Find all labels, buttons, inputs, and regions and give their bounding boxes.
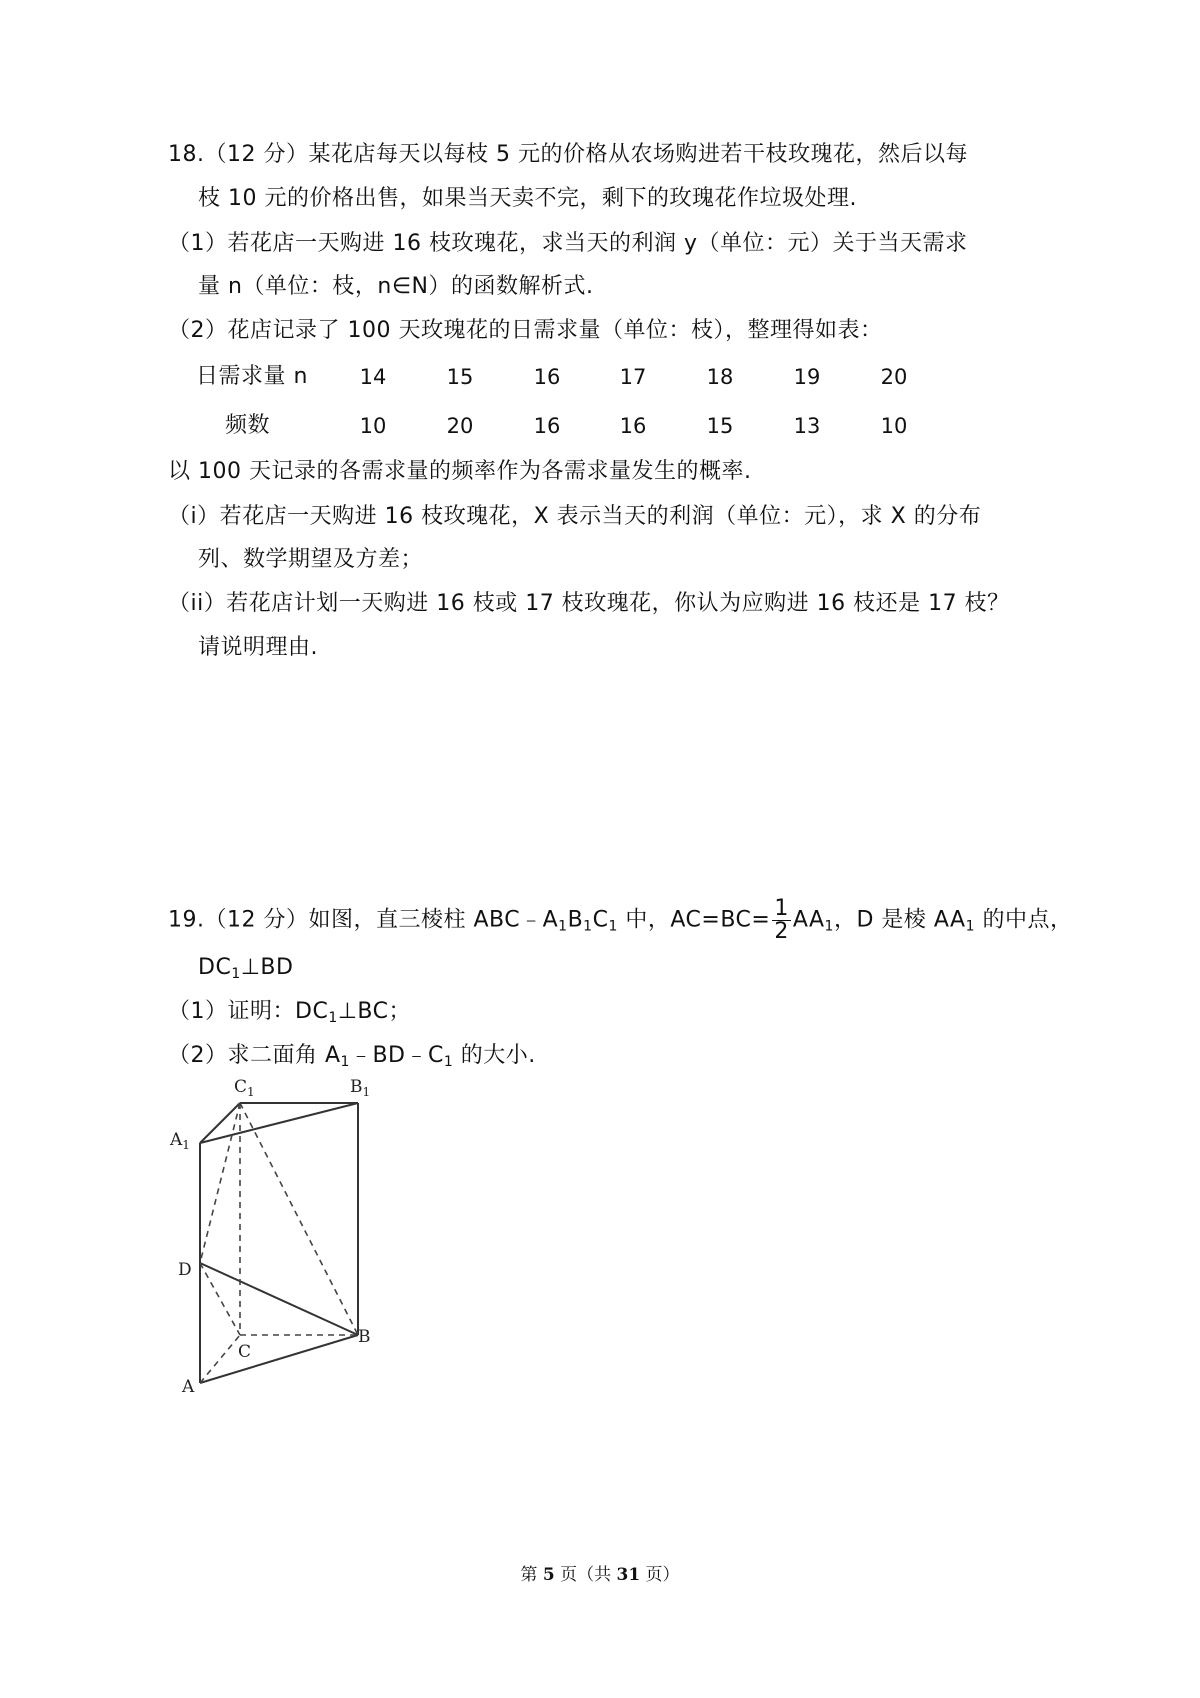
subscript: 1 [328, 1010, 338, 1026]
label-b1: $B_1$ [350, 1077, 371, 1099]
q19-text: B [567, 907, 584, 933]
table-cell: 20 [880, 365, 908, 389]
q19-text: DC [198, 955, 232, 980]
q19-line2 [198, 953, 293, 983]
q19-text: AA [792, 907, 825, 933]
table-row2-label: 频数 [225, 413, 271, 438]
subscript: 1 [965, 918, 976, 935]
fraction-numerator: 1 [774, 896, 789, 921]
q18-part1-line2: 量 n（单位：枝，n∈N）的函数解析式. [198, 274, 594, 299]
q18-sub-ii-line1: （ii）若花店计划一天购进 16 枝或 17 枝玫瑰花，你认为应购进 16 枝还是 17 枝？ [168, 591, 1010, 616]
table-cell: 10 [359, 414, 387, 438]
q19-part2 [168, 1041, 536, 1071]
q19-text: （2）求二面角 A [168, 1043, 341, 1068]
label-c1: $C_1$ [234, 1077, 255, 1099]
q19-text: ，D 是棱 AA [833, 907, 966, 933]
edge-d-b [200, 1263, 358, 1335]
table-cell: 19 [793, 365, 821, 389]
page-footer [0, 1560, 1200, 1585]
footer-text: 页） [640, 1565, 680, 1585]
edge-a-c-hidden [200, 1335, 240, 1383]
subscript: 1 [558, 918, 568, 935]
q18-line2: 枝 10 元的价格出售，如果当天卖不完，剩下的玫瑰花作垃圾处理. [198, 186, 857, 211]
subscript: 1 [608, 918, 618, 935]
q18-after-table: 以 100 天记录的各需求量的频率作为各需求量发生的概率. [168, 459, 752, 484]
page-number: 5 [542, 1565, 555, 1585]
table-cell: 17 [619, 365, 647, 389]
q18-sub-i-line2: 列、数学期望及方差； [198, 547, 424, 572]
q19-text: 的大小. [453, 1043, 536, 1068]
subscript: 1 [340, 1054, 350, 1070]
table-cell: 18 [706, 365, 734, 389]
total-pages: 31 [616, 1565, 641, 1585]
label-a: A [182, 1377, 195, 1397]
q18-part2-line1: （2）花店记录了 100 天玫瑰花的日需求量（单位：枝），整理得如表： [168, 318, 883, 343]
footer-text: 页（共 [554, 1565, 617, 1585]
table-cell: 20 [446, 414, 474, 438]
q18-line1: 18.（12 分）某花店每天以每枝 5 元的价格从农场购进若干枝玫瑰花，然后以每 [168, 142, 968, 167]
q19-line1 [168, 898, 1073, 943]
q19-text: ⊥BC； [337, 999, 411, 1024]
edge-c1-d-hidden [200, 1103, 240, 1263]
footer-text: 第 [520, 1565, 543, 1585]
subscript: 1 [583, 918, 593, 935]
table-cell: 10 [880, 414, 908, 438]
label-b: B [358, 1327, 371, 1347]
table-cell: 16 [619, 414, 647, 438]
table-cell: 15 [446, 365, 474, 389]
table-row1-label: 日需求量 n [196, 364, 308, 389]
q18-part1-line1: （1）若花店一天购进 16 枝玫瑰花，求当天的利润 y（单位：元）关于当天需求 [168, 231, 968, 256]
label-a1: $A_1$ [170, 1130, 190, 1152]
q19-text: ﹣BD﹣C [349, 1043, 444, 1068]
label-d: D [178, 1260, 192, 1280]
q18-sub-ii-line2: 请说明理由. [198, 635, 318, 660]
q19-text: （1）证明：DC [168, 999, 329, 1024]
label-c: C [238, 1342, 252, 1362]
edge-c1-b-hidden [240, 1103, 358, 1335]
q19-text: 的中点， [975, 907, 1073, 933]
q18-sub-i-line1: （i）若花店一天购进 16 枝玫瑰花，X 表示当天的利润（单位：元），求 X 的分布 [168, 504, 982, 529]
q19-text: 19.（12 分）如图，直三棱柱 ABC﹣A [168, 907, 559, 933]
q19-text: ⊥BD [240, 955, 294, 980]
subscript: 1 [443, 1054, 454, 1070]
table-cell: 16 [533, 414, 561, 438]
q19-text: C [592, 907, 609, 933]
edge-a-b [200, 1335, 358, 1383]
table-cell: 13 [793, 414, 821, 438]
subscript: 1 [824, 918, 834, 935]
table-cell: 15 [706, 414, 734, 438]
q19-part1 [168, 997, 411, 1027]
subscript: 1 [231, 966, 241, 982]
table-cell: 16 [533, 365, 561, 389]
fraction-one-half [772, 898, 791, 943]
fraction-denominator: 2 [774, 919, 789, 944]
prism-figure [160, 1070, 400, 1410]
q19-text: 中，AC=BC= [617, 907, 771, 933]
edge-a1-b1 [200, 1103, 358, 1143]
edge-d-c-hidden [200, 1263, 240, 1335]
table-cell: 14 [359, 365, 387, 389]
